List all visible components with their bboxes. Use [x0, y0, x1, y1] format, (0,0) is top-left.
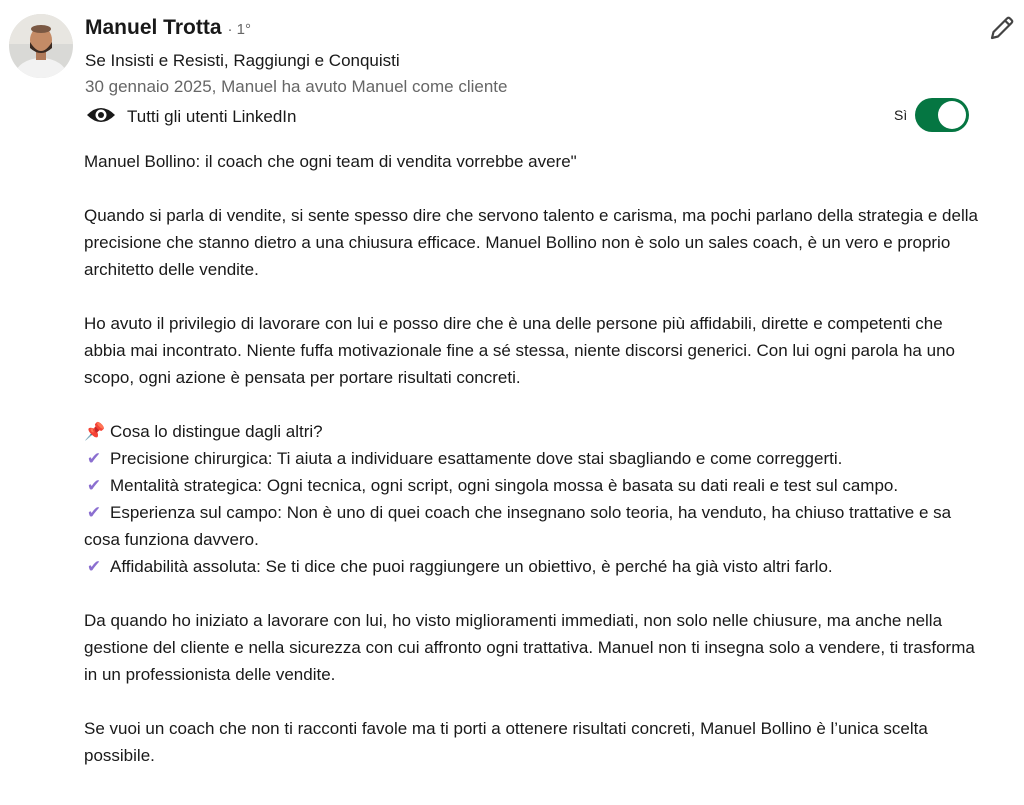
list-item [84, 445, 984, 472]
list-heading: Cosa lo distingue dagli altri? [110, 422, 323, 441]
check-icon: ✔ [86, 449, 102, 468]
connection-degree: · 1° [227, 21, 252, 38]
list-item-text: Affidabilità assoluta: Se ti dice che puoi raggiungere un obiettivo, è perché ha già visto altri farlo. [110, 557, 833, 576]
list-item [84, 499, 984, 553]
check-icon: ✔ [86, 557, 102, 576]
list-item [84, 472, 984, 499]
paragraph-1: Quando si parla di vendite, si sente spesso dire che servono talento e carisma, ma pochi parlano della strategia e della precisione che stanno dietro a una chiusura efficace. Manuel Bollino non è solo un sales coach, è un vero e proprio architetto delle vendite. [84, 206, 978, 279]
visibility-toggle[interactable] [915, 98, 969, 132]
toggle-label: Sì [894, 107, 908, 123]
recommendation-title-line: Manuel Bollino: il coach che ogni team di vendita vorrebbe avere" [84, 152, 577, 171]
recommendation-text [84, 148, 984, 769]
eye-icon [85, 105, 117, 130]
recommendation-meta: 30 gennaio 2025, Manuel ha avuto Manuel come cliente [85, 77, 508, 96]
list-heading-row [84, 418, 984, 445]
visibility-toggle-group [894, 98, 969, 132]
list-item-text: Mentalità strategica: Ogni tecnica, ogni script, ogni singola mossa è basata su dati reali e test sul campo. [110, 476, 899, 495]
list-item-text: Esperienza sul campo: Non è uno di quei coach che insegnano solo teoria, ha venduto, ha chiuso trattative e sa cosa funziona davvero. [84, 503, 952, 549]
check-icon: ✔ [86, 503, 102, 522]
avatar[interactable] [9, 14, 73, 78]
visibility-row [85, 102, 507, 132]
visibility-label: Tutti gli utenti LinkedIn [127, 107, 297, 126]
list-item [84, 553, 984, 580]
recommender-headline: Se Insisti e Resisti, Raggiungi e Conquisti [85, 51, 400, 70]
paragraph-3: Da quando ho iniziato a lavorare con lui, ho visto miglioramenti immediati, non solo nelle chiusure, ma anche nella gestione del cliente e nella sicurezza con cui affronto ogni trattativa. Manuel non ti insegna solo a vendere, ti trasforma in un professionista delle vendite. [84, 611, 975, 684]
recommender-name[interactable]: Manuel Trotta [85, 16, 222, 39]
recommender-header [85, 16, 507, 132]
toggle-knob [938, 101, 966, 129]
pushpin-icon: 📌 [84, 422, 106, 441]
pencil-icon [988, 14, 1016, 47]
name-row [85, 16, 507, 46]
paragraph-2: Ho avuto il privilegio di lavorare con lui e posso dire che è una delle persone più affidabili, dirette e competenti che abbia mai incontrato. Niente fuffa motivazionale fine a sé stessa, niente discorsi generici. Con lui ogni parola ha uno scopo, ogni azione è pensata per portare risultati concreti. [84, 314, 955, 387]
paragraph-4: Se vuoi un coach che non ti racconti favole ma ti porti a ottenere risultati concreti, Manuel Bollino è l’unica scelta possibile. [84, 719, 928, 765]
edit-button[interactable] [986, 14, 1018, 46]
list-item-text: Precisione chirurgica: Ti aiuta a individuare esattamente dove stai sbagliando e come correggerti. [110, 449, 843, 468]
check-icon: ✔ [86, 476, 102, 495]
